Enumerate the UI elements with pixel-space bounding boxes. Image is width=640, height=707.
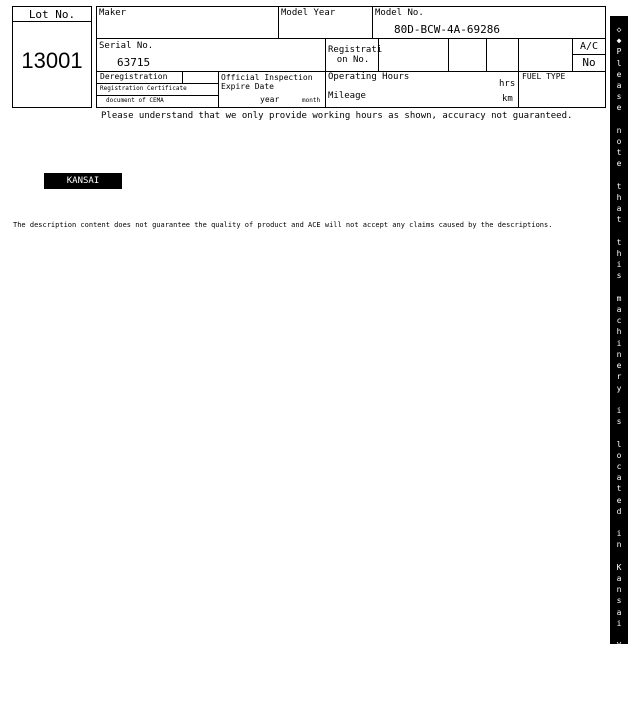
model-no-value: 80D-BCW-4A-69286	[394, 23, 500, 36]
inspection-label: Official Inspection Expire Date	[221, 73, 313, 91]
model-year-label: Model Year	[281, 8, 336, 18]
col-divider	[182, 71, 183, 83]
fuel-type-label: FUEL TYPE	[522, 72, 566, 81]
lot-number: 13001	[21, 48, 83, 73]
deregistration-label: Deregistration	[100, 72, 168, 81]
ac-value: No	[582, 56, 596, 69]
registration-label: Registrati on No.	[328, 45, 383, 65]
operating-hours-label: Operating Hours	[328, 72, 410, 82]
ac-label: A/C	[579, 41, 599, 52]
col-divider	[218, 71, 219, 108]
col-divider	[448, 38, 449, 71]
mileage-label: Mileage	[328, 91, 366, 101]
sidebar-text: ◇ ◆ P l e a s e n o t e t h a t t h i s m a c h i n e r y i s l o c a t e d i n K a n s a i Y a r d ◆ ◇	[616, 25, 622, 707]
serial-value: 63715	[117, 56, 151, 69]
col-divider	[486, 38, 487, 71]
month-label: month	[302, 97, 321, 104]
hrs-unit: hrs	[499, 79, 516, 89]
registration-certificate-label: Registration Certificate	[100, 85, 187, 92]
serial-label: Serial No.	[99, 41, 154, 51]
document-cema-label: document of CEMA	[106, 97, 164, 104]
cell-divider	[96, 95, 218, 96]
lot-label: Lot No.	[28, 8, 76, 21]
col-divider	[372, 6, 373, 38]
col-divider	[278, 6, 279, 38]
col-divider	[325, 38, 326, 108]
year-label: year	[260, 95, 280, 104]
km-unit: km	[502, 94, 513, 104]
col-divider	[518, 38, 519, 108]
hours-notice: Please understand that we only provide working hours as shown, accuracy not guaranteed.	[101, 111, 573, 121]
lot-divider	[12, 21, 92, 22]
location-sidebar	[610, 16, 628, 707]
ac-divider	[572, 54, 606, 55]
location-badge: KANSAI	[44, 173, 122, 189]
model-no-label: Model No.	[375, 8, 424, 18]
row-divider-1	[96, 38, 606, 39]
maker-label: Maker	[99, 8, 127, 18]
disclaimer: The description content does not guarantee the quality of product and ACE will not accept any claims caused by the descriptions.	[13, 221, 553, 229]
cell-divider	[96, 83, 218, 84]
